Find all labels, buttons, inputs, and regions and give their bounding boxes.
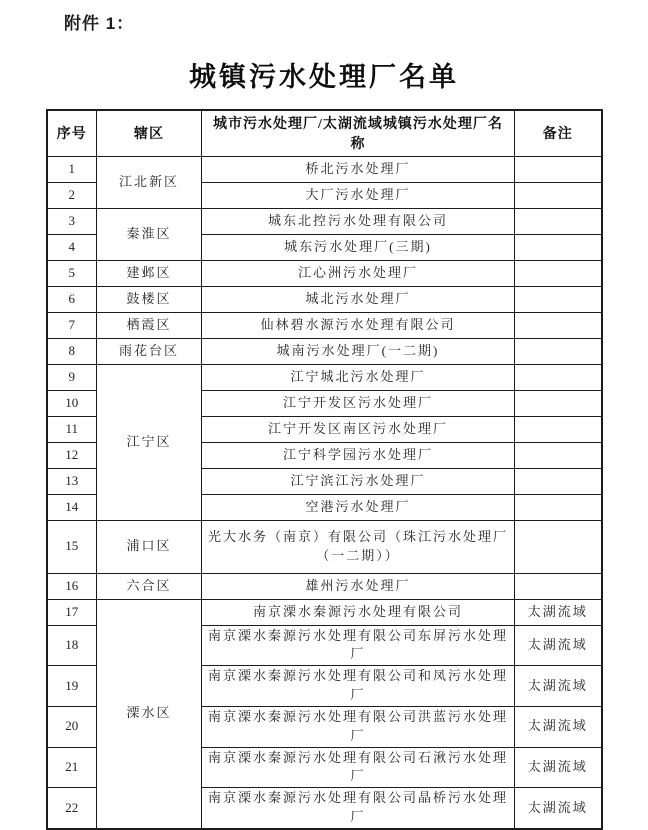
cell-plant-name: 南京溧水秦源污水处理有限公司 [202,599,515,625]
cell-index: 14 [47,494,97,520]
table-row [47,599,602,625]
table-body [47,156,602,829]
table-row [47,286,602,312]
table-row [47,520,602,573]
cell-remark [515,182,602,208]
cell-district: 秦淮区 [97,208,202,260]
column-header-district: 辖区 [97,110,202,156]
cell-plant-name: 大厂污水处理厂 [202,182,515,208]
cell-plant-name: 南京溧水秦源污水处理有限公司石湫污水处理厂 [202,747,515,788]
cell-index: 16 [47,573,97,599]
cell-index: 15 [47,520,97,573]
cell-index: 9 [47,364,97,390]
cell-remark [515,286,602,312]
cell-plant-name: 南京溧水秦源污水处理有限公司和凤污水处理厂 [202,666,515,707]
cell-index: 12 [47,442,97,468]
cell-index: 10 [47,390,97,416]
cell-remark [515,364,602,390]
table-header-row [47,110,602,156]
cell-plant-name: 江宁开发区污水处理厂 [202,390,515,416]
cell-remark [515,156,602,182]
attachment-label: 附件 1： [64,14,135,33]
cell-index: 19 [47,666,97,707]
cell-index: 3 [47,208,97,234]
cell-remark: 太湖流域 [515,625,602,666]
cell-plant-name: 江宁科学园污水处理厂 [202,442,515,468]
cell-district: 建邺区 [97,260,202,286]
cell-plant-name: 光大水务（南京）有限公司（珠江污水处理厂（一二期）） [202,520,515,573]
cell-index: 6 [47,286,97,312]
cell-remark: 太湖流域 [515,599,602,625]
cell-remark [515,573,602,599]
cell-remark: 太湖流域 [515,706,602,747]
cell-plant-name: 江宁城北污水处理厂 [202,364,515,390]
table-row [47,208,602,234]
column-header-index: 序号 [47,110,97,156]
cell-district: 溧水区 [97,599,202,829]
table-row [47,364,602,390]
cell-index: 1 [47,156,97,182]
cell-district: 鼓楼区 [97,286,202,312]
cell-index: 17 [47,599,97,625]
sewage-plants-table [46,109,603,830]
cell-remark: 太湖流域 [515,788,602,829]
cell-plant-name: 仙林碧水源污水处理有限公司 [202,312,515,338]
cell-remark [515,208,602,234]
cell-district: 雨花台区 [97,338,202,364]
cell-remark [515,442,602,468]
cell-plant-name: 桥北污水处理厂 [202,156,515,182]
cell-remark [515,234,602,260]
table-row [47,156,602,182]
cell-district: 六合区 [97,573,202,599]
cell-remark [515,312,602,338]
cell-district: 浦口区 [97,520,202,573]
cell-plant-name: 城东北控污水处理有限公司 [202,208,515,234]
cell-district: 栖霞区 [97,312,202,338]
cell-index: 5 [47,260,97,286]
cell-plant-name: 江宁滨江污水处理厂 [202,468,515,494]
cell-remark: 太湖流域 [515,747,602,788]
cell-remark [515,338,602,364]
cell-index: 22 [47,788,97,829]
cell-index: 21 [47,747,97,788]
column-header-remark: 备注 [515,110,602,156]
table-row [47,338,602,364]
cell-plant-name: 南京溧水秦源污水处理有限公司东屏污水处理厂 [202,625,515,666]
cell-district: 江北新区 [97,156,202,208]
cell-plant-name: 江心洲污水处理厂 [202,260,515,286]
table-row [47,573,602,599]
page-title: 城镇污水处理厂名单 [189,62,459,92]
cell-plant-name: 城东污水处理厂(三期) [202,234,515,260]
cell-remark [515,520,602,573]
cell-index: 20 [47,706,97,747]
cell-plant-name: 空港污水处理厂 [202,494,515,520]
cell-remark [515,494,602,520]
cell-plant-name: 南京溧水秦源污水处理有限公司洪蓝污水处理厂 [202,706,515,747]
cell-index: 8 [47,338,97,364]
cell-index: 4 [47,234,97,260]
cell-plant-name: 南京溧水秦源污水处理有限公司晶桥污水处理厂 [202,788,515,829]
table-row [47,260,602,286]
cell-plant-name: 雄州污水处理厂 [202,573,515,599]
cell-index: 18 [47,625,97,666]
cell-plant-name: 城南污水处理厂(一二期) [202,338,515,364]
cell-index: 7 [47,312,97,338]
cell-index: 11 [47,416,97,442]
cell-remark [515,416,602,442]
column-header-plant-name: 城市污水处理厂/太湖流域城镇污水处理厂名称 [202,110,515,156]
cell-remark [515,260,602,286]
cell-remark: 太湖流域 [515,666,602,707]
cell-remark [515,390,602,416]
cell-district: 江宁区 [97,364,202,520]
cell-index: 13 [47,468,97,494]
cell-plant-name: 城北污水处理厂 [202,286,515,312]
table-row [47,312,602,338]
cell-plant-name: 江宁开发区南区污水处理厂 [202,416,515,442]
cell-index: 2 [47,182,97,208]
cell-remark [515,468,602,494]
